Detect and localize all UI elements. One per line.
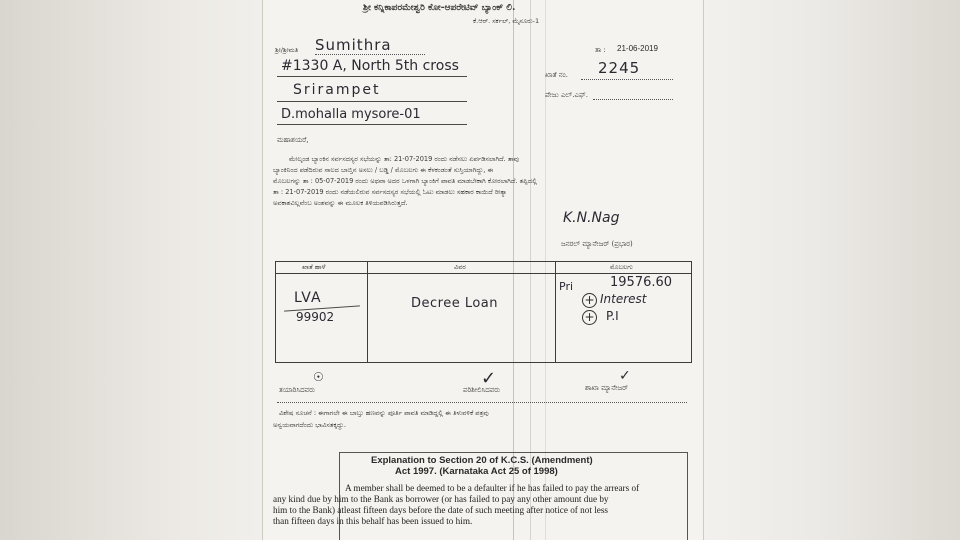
principal-label: Pri [559,280,574,293]
manager-initials: ✓ [619,368,631,384]
interest-label: Interest [600,292,647,306]
address-underline-3 [277,124,467,125]
signatory-title: ಜನರಲ್ ಮ್ಯಾನೇಜರ್ (ಪ್ರಭಾರ) [561,240,633,248]
plus-sign: + [582,293,597,308]
table-header-amount: ಮೊಬಲಗು [610,263,633,271]
explanation-title-1: Explanation to Section 20 of K.C.S. (Amendment) [371,455,593,466]
body-line-2: ಬ್ಯಾಂಕಿನಿಂದ ಪಡೆದಿರುವ ಸಾಲದ ಬಾಬ್ತಿನ ಅಸಲು / ಬಡ್ಡಿ / ಮೊಬಲಗು ಈ ಕೆಳಕಂಡಂತೆ ಸುಸ್ತಿಯಾಗಿದ್ದು, ಈ [273,166,494,174]
account-value: 2245 [598,59,641,77]
table-header-description: ವಿವರ [454,263,466,271]
explanation-line: A member shall be deemed to be a defaulter if he has failed to pay the arrears of [345,483,640,493]
name-dotted-line [315,54,425,55]
account-number: 99902 [296,310,335,324]
account-dotted-line [581,79,673,80]
branch-manager-label: ಶಾಖಾ ಮ್ಯಾನೇಜರ್ [585,384,629,392]
body-line-1: ಮೇಲ್ಕಂಡ ಬ್ಯಾಂಕಿನ ಸರ್ವಸದಸ್ಯರ ಸಭೆಯನ್ನು ತಾ: 21-07-2019 ರಂದು ನಡೆಸಲು ಏರ್ಪಡಿಸಲಾಗಿದೆ. ತಾವು [289,155,520,163]
address-line-2: Srirampet [293,82,381,98]
address-line-1: #1330 A, North 5th cross [281,58,459,74]
account-type: LVA [294,290,322,306]
note-line-2: ಅನ್ವಯವಾಗದೆಂದು ಭಾವಿಸತಕ್ಕದ್ದು. [273,421,347,429]
explanation-paragraph [273,483,689,527]
prepared-by-label: ತಯಾರಿಸಿದವರು [279,386,316,394]
table-header-account: ಖಾತೆ ಹಾಳೆ [302,263,326,271]
penal-interest-label: P.I [606,309,619,323]
loan-details-table [275,261,692,363]
prepared-initials: ☉ [313,370,324,384]
account-label: ಖಾತೆ ನಂ. [545,71,569,79]
note-line-1: ವಿಶೇಷ ಸೂಚನೆ : ಈಗಾಗಲೇ ಈ ಬಾಬ್ತು ಹಣವನ್ನು ಪೂರ್ತಿ ಪಾವತಿ ಮಾಡಿದ್ದಲ್ಲಿ ಈ ತಿಳುವಳಿಕೆ ಪತ್ರವು [279,409,489,417]
bank-name: ಶ್ರೀ ಕನ್ನಿಕಾಪರಮೇಶ್ವರಿ ಕೋ-ಆಪರೇಟಿವ್ ಬ್ಯಾಂಕ್ ಲಿ. [363,3,516,13]
explanation-title-2: Act 1997. (Karnataka Act 25 of 1998) [395,466,558,477]
bank-address: ಕೆ.ಆರ್. ಸರ್ಕಲ್, ಮೈಸೂರು-1 [473,17,540,25]
note-dotted-line [277,402,687,403]
address-underline-1 [277,76,467,77]
manager-signature: K.N.Nag [563,210,620,226]
checked-signature: ✓ [481,368,497,389]
plus-sign: + [582,310,597,325]
date-value: 21-06-2019 [617,44,658,53]
notice-document [263,0,703,540]
table-divider [367,262,368,362]
checked-by-label: ಪರಿಶೀಲಿಸಿದವರು [463,386,501,394]
addressee-name: Sumithra [315,36,392,54]
loan-description: Decree Loan [411,296,499,311]
address-underline-2 [277,101,467,102]
salutation-label: ಶ್ರೀ/ಶ್ರೀಮತಿ [275,46,299,54]
explanation-line: him to the Bank) atleast fifteen days before the date of such meeting after notice of not less [273,505,608,515]
folio-label: ಪೇಜು ಎಲ್.ಎಫ್. [545,91,588,99]
principal-amount: 19576.60 [610,275,673,290]
greeting: ಮಹಾಶಯರೆ, [277,136,309,144]
address-line-3: D.mohalla mysore-01 [281,107,421,122]
body-line-5: ಅವಕಾಶವಿಲ್ಲವೆಂಬ ಅಂಶವನ್ನು ಈ ಮೂಲಕ ತಿಳಿಯಪಡಿಸಿರುತ್ತದೆ. [273,199,408,207]
folio-dotted-line [593,99,673,100]
body-line-3: ಮೊಬಲಗನ್ನು ತಾ : 05-07-2019 ರಂದು ಅಥವಾ ಅದರ ಒಳಗಾಗಿ ಬ್ಯಾಂಕಿಗೆ ಪಾವತಿ ಮಾಡಬೇಕಾಗಿ ಕೋರಲಾಗಿದೆ. ತಪ್ಪಿದಲ್ಲಿ [273,177,538,185]
explanation-line: any kind due by him to the Bank as borrower (or has failed to pay any other amount due by [273,494,609,504]
date-label: ತಾ : [595,46,606,54]
explanation-line: than fifteen days in this behalf has been issued to him. [273,516,473,526]
table-divider [555,262,556,362]
body-line-4: ತಾ : 21-07-2019 ರಂದು ನಡೆಯಲಿರುವ ಸರ್ವಸದಸ್ಯರ ಸಭೆಯಲ್ಲಿ ಓಟು ಮಾಡಲು ಸಹಕಾರ ಕಾಯಿದೆ ರೀತ್ಯಾ [273,188,507,196]
